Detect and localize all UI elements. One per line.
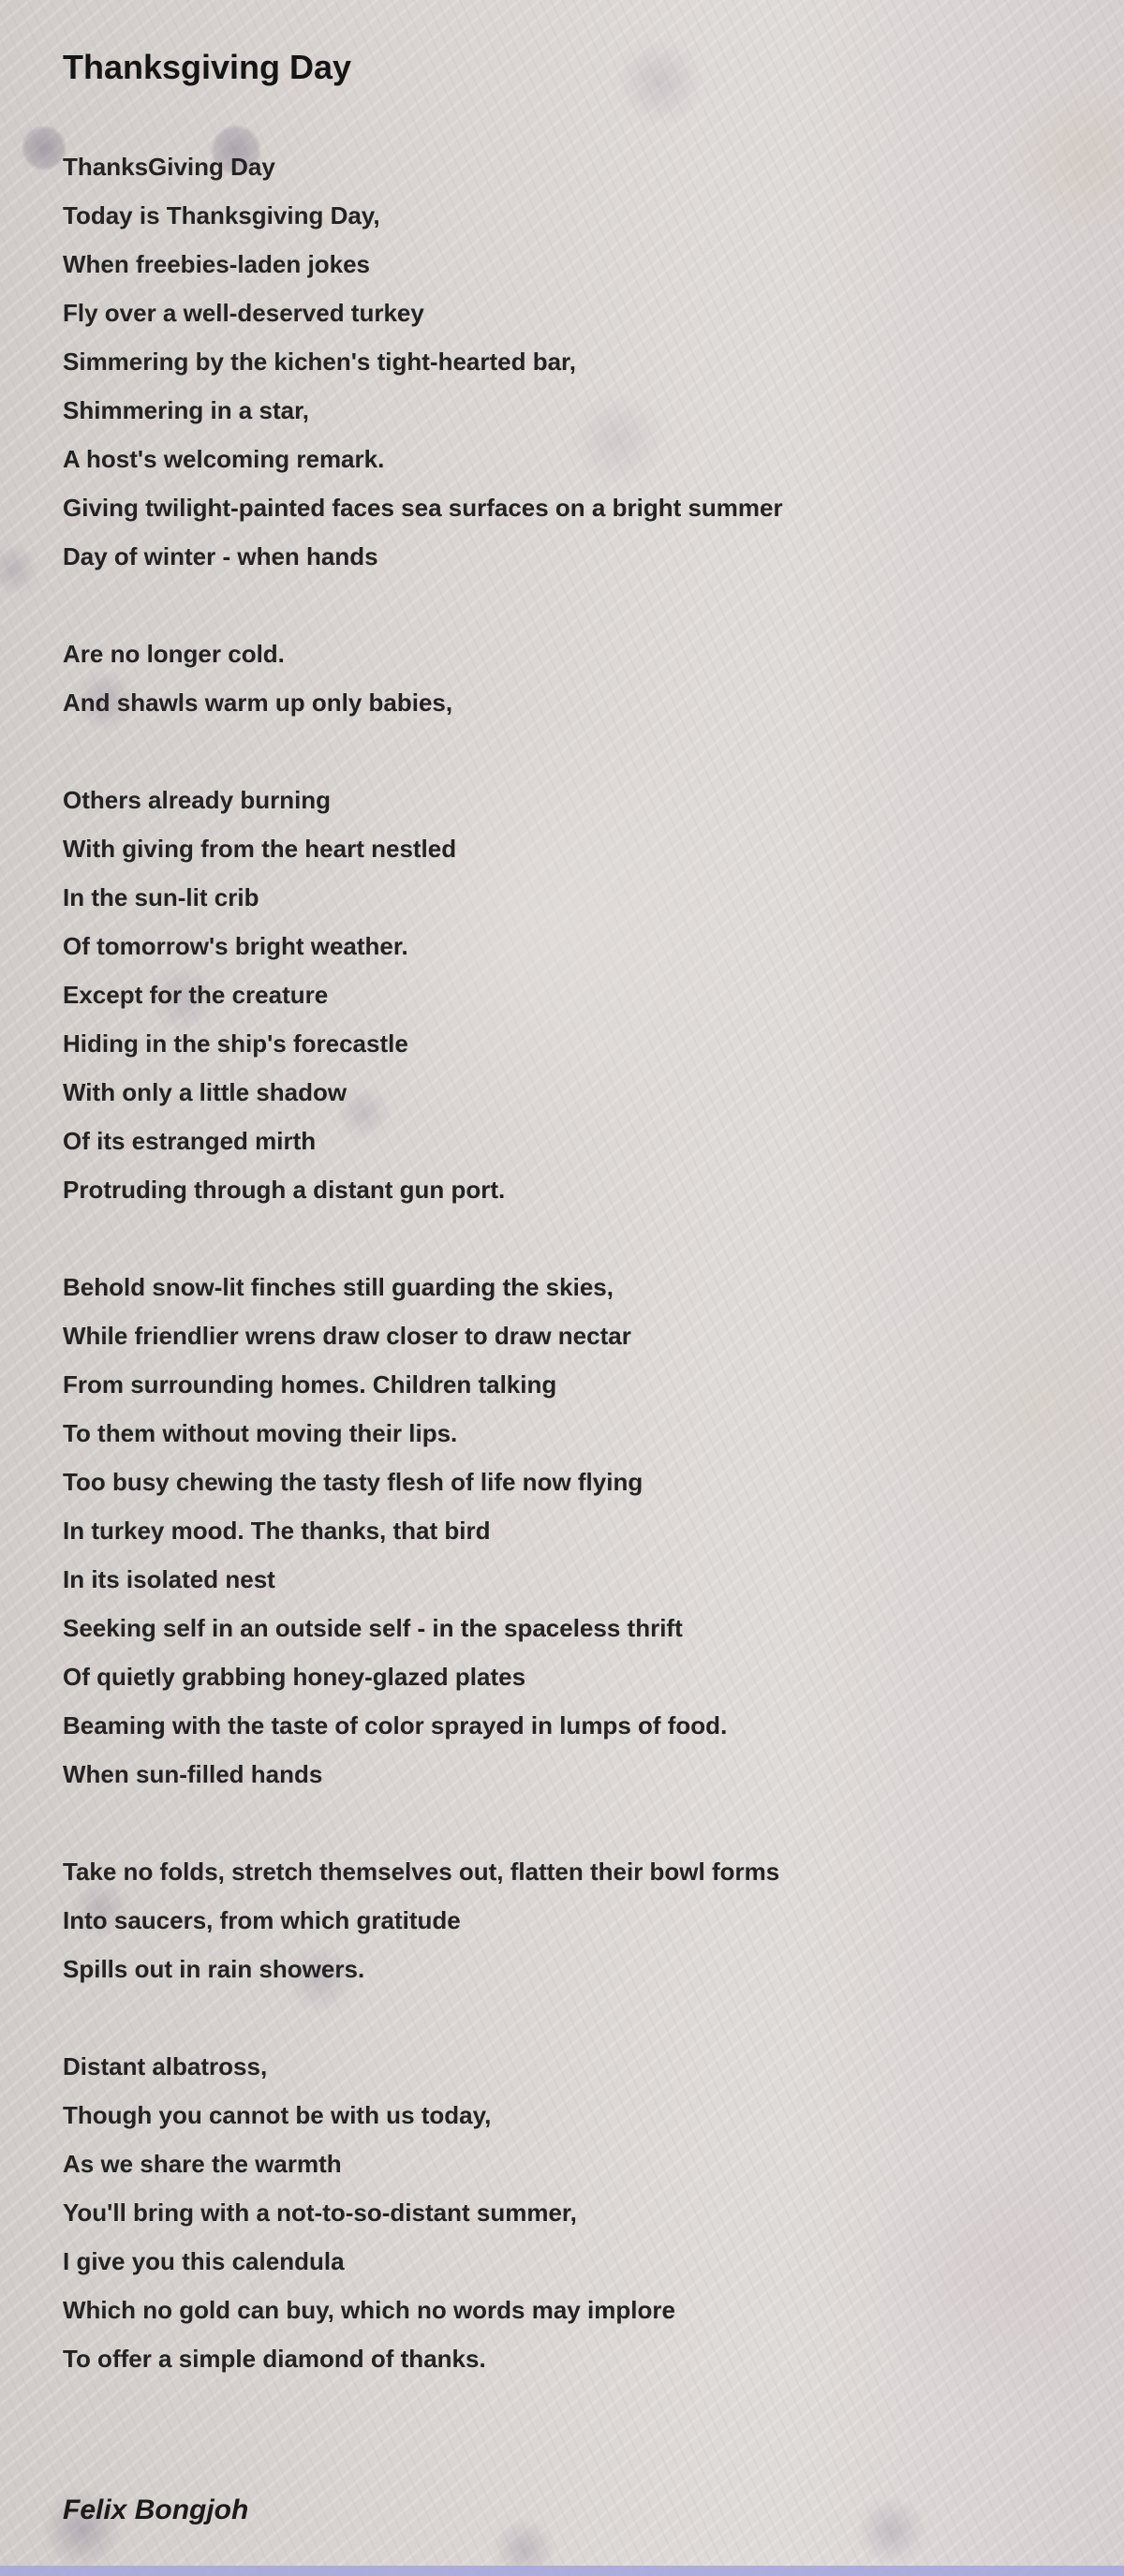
poem-line: Of its estranged mirth (63, 1127, 317, 1155)
poem-line: Behold snow-lit finches still guarding the skies, (63, 1273, 614, 1301)
poem-line: From surrounding homes. Children talking (63, 1370, 557, 1399)
poem-body (63, 142, 1077, 2383)
poem-line: Which no gold can buy, which no words may implore (63, 2296, 675, 2324)
poem-line: In the sun-lit crib (63, 883, 259, 911)
poem-line: Beaming with the taste of color sprayed in lumps of food. (63, 1711, 728, 1740)
poem-line: And shawls warm up only babies, (63, 688, 453, 717)
poem-line: Shimmering in a star, (63, 396, 309, 424)
poem-line: Are no longer cold. (63, 640, 285, 668)
poem-line: Giving twilight-painted faces sea surfaces on a bright summer (63, 494, 783, 522)
poem-line: Others already burning (63, 786, 332, 814)
poem-line: Though you cannot be with us today, (63, 2101, 492, 2129)
poem-line: Except for the creature (63, 981, 329, 1009)
poem-line: With giving from the heart nestled (63, 835, 457, 863)
poem-line: To offer a simple diamond of thanks. (63, 2345, 486, 2373)
poem-line: Distant albatross, (63, 2052, 268, 2080)
stanza (63, 629, 1077, 727)
poem-content (63, 47, 1077, 2529)
poem-line: You'll bring with a not-to-so-distant summer, (63, 2198, 577, 2227)
poem-line: In turkey mood. The thanks, that bird (63, 1517, 491, 1545)
poem-line: In its isolated nest (63, 1565, 275, 1593)
poem-line: As we share the warmth (63, 2150, 342, 2178)
poem-line: Simmering by the kichen's tight-hearted bar, (63, 348, 576, 376)
poem-line: Hiding in the ship's forecastle (63, 1029, 408, 1058)
poem-line: Of tomorrow's bright weather. (63, 932, 408, 960)
footer-bar (0, 2566, 1124, 2576)
poem-line: Take no folds, stretch themselves out, flatten their bowl forms (63, 1858, 780, 1886)
poem-line: When freebies-laden jokes (63, 250, 370, 278)
poem-line: With only a little shadow (63, 1078, 348, 1106)
poem-line: I give you this calendula (63, 2247, 345, 2275)
stanza (63, 142, 1077, 581)
stanza (63, 776, 1077, 1214)
poem-line: ThanksGiving Day (63, 153, 275, 181)
poem-line: Spills out in rain showers. (63, 1955, 365, 1983)
poem-line: Seeking self in an outside self - in the spaceless thrift (63, 1614, 683, 1642)
poem-line: To them without moving their lips. (63, 1419, 458, 1447)
poem-line: Too busy chewing the tasty flesh of life now flying (63, 1468, 643, 1496)
poem-line: Today is Thanksgiving Day, (63, 201, 380, 229)
stanza (63, 1847, 1077, 1993)
poem-line: When sun-filled hands (63, 1760, 323, 1788)
stanza (63, 1263, 1077, 1799)
poem-line: A host's welcoming remark. (63, 445, 385, 473)
poem-author: Felix Bongjoh (63, 2495, 249, 2525)
poem-title: Thanksgiving Day (63, 48, 352, 86)
poem-line: While friendlier wrens draw closer to draw nectar (63, 1322, 631, 1350)
poem-line: Into saucers, from which gratitude (63, 1906, 461, 1934)
poem-line: Day of winter - when hands (63, 542, 378, 570)
stanza (63, 2042, 1077, 2383)
poem-line: Protruding through a distant gun port. (63, 1176, 506, 1204)
poem-line: Of quietly grabbing honey-glazed plates (63, 1663, 526, 1691)
poem-line: Fly over a well-deserved turkey (63, 299, 424, 327)
